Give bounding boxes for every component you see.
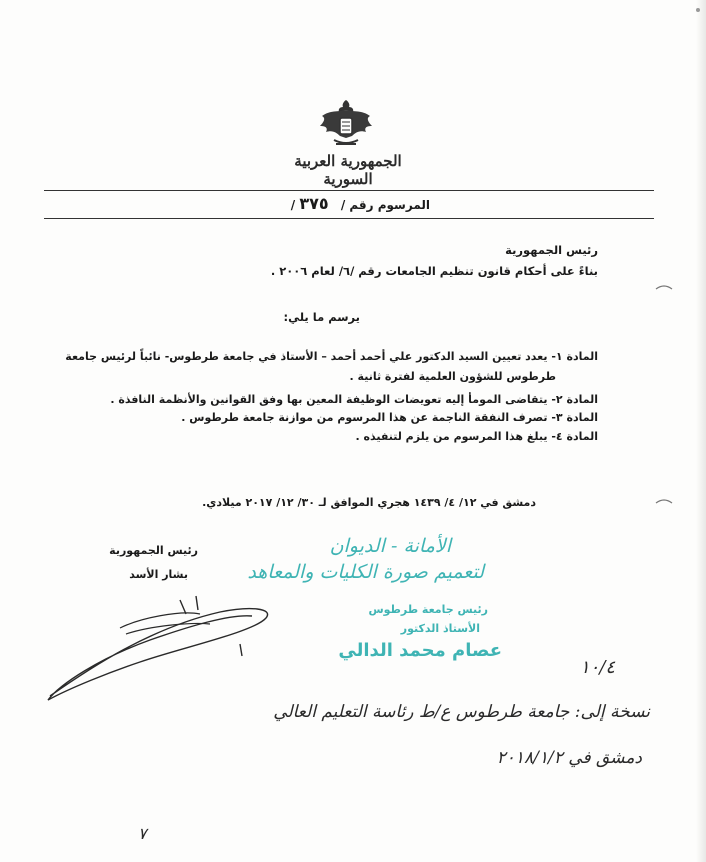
handwritten-copy-to: نسخة إلى: جامعة طرطوس ع/ط رئاسة التعليم العالي: [273, 702, 650, 722]
legal-basis: بناءً على أحكام قانون تنظيم الجامعات رقم /٦/ لعام ٢٠٠٦ .: [270, 264, 598, 278]
handwritten-damascus-date: دمشق في ٢٠١٨/١/٢: [496, 748, 642, 768]
decree-number-label: المرسوم رقم /: [340, 198, 430, 212]
header-rule-bottom: [44, 218, 654, 219]
presidential-signature: [30, 588, 280, 708]
article-1-continued: طرطوس للشؤون العلمية لفترة ثانية .: [349, 370, 556, 383]
scan-speck: [696, 8, 700, 12]
decree-number-suffix: /: [290, 198, 296, 212]
decree-number-line: [270, 194, 430, 213]
stamp-president-name: عصام محمد الدالي: [338, 640, 502, 661]
stamp-handwritten-line-1: الأمانة - الديوان: [329, 535, 451, 557]
eagle-emblem-icon: [316, 94, 376, 154]
signatory-name: بشار الأسد: [129, 568, 188, 581]
decrees-heading: يرسم ما يلي:: [283, 310, 360, 324]
article-4: المادة ٤- يبلغ هذا المرسوم من يلزم لتنفيذه .: [355, 430, 598, 443]
header-rule-top: [44, 190, 654, 191]
article-1: المادة ١- يعدد تعيين السيد الدكتور علي أحمد أحمد – الأستاذ في جامعة طرطوس- نائباً لرئيس جامعة: [65, 350, 598, 363]
decree-dateline: دمشق في ١٢/ ٤/ ١٤٣٩ هجري الموافق لـ ٣٠/ ١٢/ ٢٠١٧ ميلادي.: [202, 496, 536, 509]
article-3: المادة ٣- تصرف النفقة الناجمة عن هذا المرسوم من موازنة جامعة طرطوس .: [181, 411, 598, 424]
signatory-title: رئيس الجمهورية: [109, 544, 198, 557]
article-2: المادة ٢- يتقاضى المومأ إليه تعويضات الوظيفة المعين بها وفق القوانين والأنظمة النافذة .: [110, 393, 598, 406]
margin-punch-mark: [654, 497, 674, 505]
handwritten-date-fragment: ١٠/٤: [580, 657, 616, 678]
president-title: رئيس الجمهورية: [505, 243, 598, 257]
republic-name: الجمهورية العربية السورية: [294, 152, 402, 188]
stamp-handwritten-line-2: لتعميم صورة الكليات والمعاهد: [247, 561, 484, 583]
stamp-professor-title: الأستاذ الدكتور: [400, 622, 480, 635]
stamp-university-president: رئيس جامعة طرطوس: [368, 603, 488, 616]
page-edge-shadow: [696, 0, 706, 862]
handwritten-page-mark: ٧: [138, 824, 147, 843]
decree-number: ٣٧٥: [299, 194, 329, 213]
margin-punch-mark: [654, 283, 674, 291]
